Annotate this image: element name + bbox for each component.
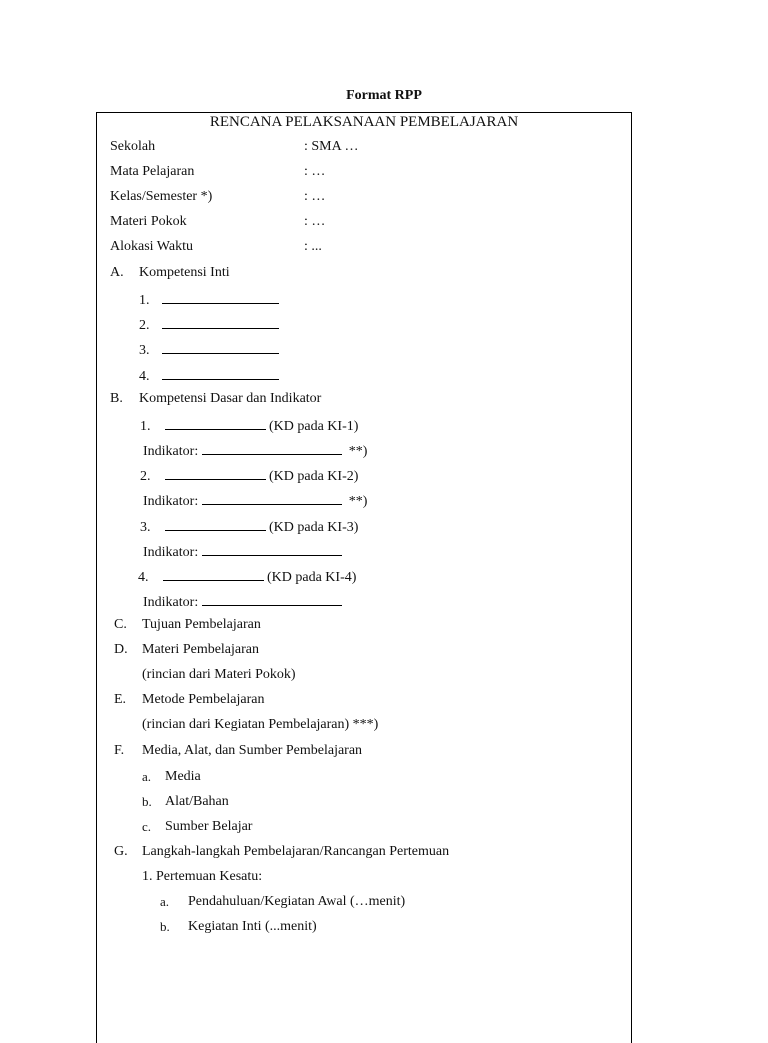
step-marker [160,894,169,911]
section-f-title: Media, Alat, dan Sumber Pembelajaran [142,743,363,758]
section-g-title: Langkah-langkah Pembelajaran/Rancangan Pertemuan [142,844,450,859]
ki-item-number: 3. [139,343,150,358]
document-title: Format RPP [346,88,422,103]
section-e-title: Metode Pembelajaran [142,692,265,707]
list-marker: b. [160,919,170,934]
indikator-label: Indikator: [143,444,199,459]
kd-item-reference: (KD pada KI-1) [269,419,359,434]
kd-blank-line [165,416,266,430]
alat-item [142,794,152,811]
indikator-label: Indikator: [143,595,199,610]
kd-item-number: 2. [140,469,151,484]
ki-item [139,340,279,359]
media-item-label: Media [165,769,201,784]
identity-value-kelas-semester: : … [304,189,326,204]
section-g-marker: G. [114,844,128,859]
media-item [142,769,151,786]
section-d-note: (rincian dari Materi Pokok) [142,667,296,682]
indikator-blank-line [202,592,342,606]
identity-value-sekolah: : SMA … [304,139,359,154]
list-marker: c. [142,819,152,834]
kd-item-reference: (KD pada KI-2) [269,469,359,484]
ki-item-number: 4. [139,369,150,384]
identity-value-materi-pokok: : … [304,214,326,229]
kd-item [140,466,358,485]
identity-value-alokasi-waktu: : ... [304,239,322,254]
kd-blank-line [163,567,264,581]
section-d-marker: D. [114,642,128,657]
indikator-label: Indikator: [143,545,199,560]
list-marker: a. [160,894,170,909]
indikator-label: Indikator: [143,494,199,509]
identity-value-mata-pelajaran: : … [304,164,326,179]
kd-item [138,567,356,586]
ki-item [139,290,279,309]
ki-item [139,315,279,334]
ki-item-number: 1. [139,293,150,308]
section-a-title: Kompetensi Inti [139,265,230,280]
section-b-title: Kompetensi Dasar dan Indikator [139,391,322,406]
indikator-row [143,592,342,611]
section-a-marker: A. [110,265,124,280]
list-marker: b. [142,794,152,809]
section-e-note: (rincian dari Kegiatan Pembelajaran) ***) [142,717,379,732]
ki-item [139,366,279,385]
identity-label-kelas-semester: Kelas/Semester *) [110,189,213,204]
indikator-blank-line [202,542,342,556]
step-kegiatan-inti: Kegiatan Inti (...menit) [188,919,317,934]
kd-item-number: 4. [138,570,149,585]
ki-item-number: 2. [139,318,150,333]
section-c-marker: C. [114,617,127,632]
indikator-row [143,491,367,510]
kd-item-reference: (KD pada KI-4) [267,570,357,585]
meeting-heading: 1. Pertemuan Kesatu: [142,869,263,884]
step-pendahuluan: Pendahuluan/Kegiatan Awal (…menit) [188,894,406,909]
section-c-title: Tujuan Pembelajaran [142,617,261,632]
kd-blank-line [165,466,266,480]
indikator-note: **) [348,444,368,459]
kd-item-number: 1. [140,419,151,434]
kd-item-reference: (KD pada KI-3) [269,520,359,535]
alat-item-label: Alat/Bahan [165,794,229,809]
ki-blank-line [162,290,279,304]
identity-label-alokasi-waktu: Alokasi Waktu [110,239,193,254]
kd-item [140,517,358,536]
indikator-row [143,441,367,460]
section-f-marker: F. [114,743,125,758]
ki-blank-line [162,366,279,380]
indikator-note: **) [348,494,368,509]
identity-label-materi-pokok: Materi Pokok [110,214,187,229]
kd-item [140,416,358,435]
form-heading: RENCANA PELAKSANAAN PEMBELAJARAN [209,114,519,130]
kd-item-number: 3. [140,520,151,535]
ki-blank-line [162,340,279,354]
list-marker: a. [142,769,152,784]
indikator-row [143,542,342,561]
indikator-blank-line [202,491,342,505]
kd-blank-line [165,517,266,531]
ki-blank-line [162,315,279,329]
sumber-item-label: Sumber Belajar [165,819,253,834]
sumber-item [142,819,151,836]
indikator-blank-line [202,441,342,455]
section-d-title: Materi Pembelajaran [142,642,260,657]
section-b-marker: B. [110,391,123,406]
identity-label-sekolah: Sekolah [110,139,156,154]
step-marker [160,919,170,936]
section-e-marker: E. [114,692,127,707]
identity-label-mata-pelajaran: Mata Pelajaran [110,164,195,179]
